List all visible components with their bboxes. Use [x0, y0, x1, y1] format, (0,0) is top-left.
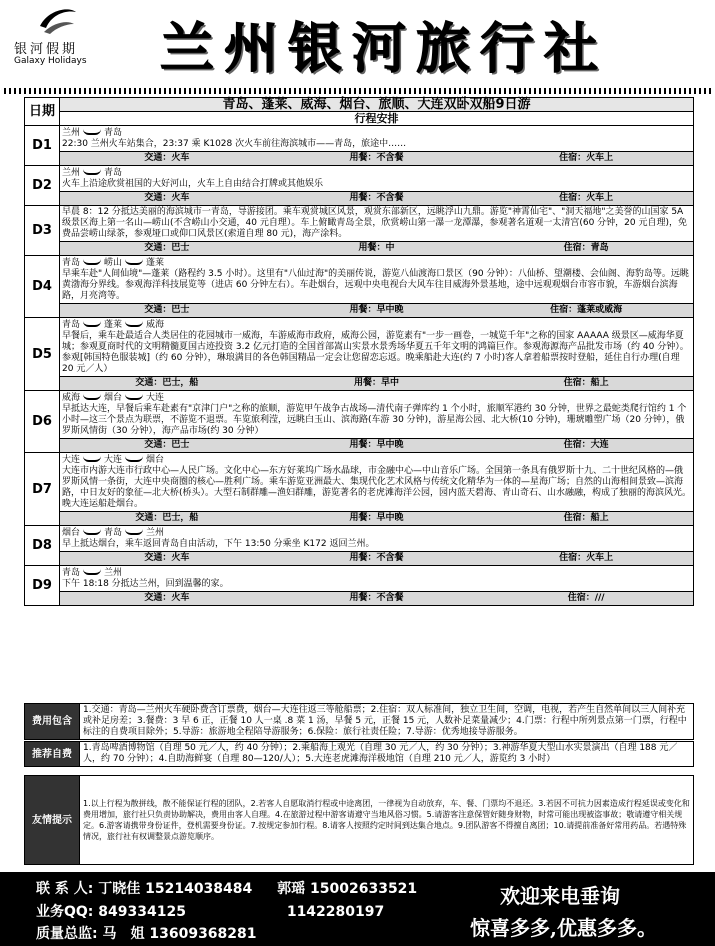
- slogan-2: 惊喜多多,优惠多多。: [470, 916, 657, 940]
- route-stop: 大连: [104, 455, 123, 465]
- day-meals: 用餐：早中晚: [349, 305, 404, 315]
- day-traffic: 交通：巴士，船: [135, 378, 199, 388]
- day-route: [62, 454, 691, 466]
- ship-icon: [125, 527, 143, 535]
- ship-icon: [83, 392, 101, 400]
- day-description: [60, 166, 694, 192]
- tips-label: 友情提示: [25, 776, 80, 865]
- day-description: [60, 126, 694, 152]
- day-meals: 用餐：中: [358, 243, 395, 253]
- slogan-1: 欢迎来电垂询: [500, 884, 620, 908]
- quality-contact[interactable]: 马 姐 13609368281: [102, 926, 257, 942]
- route-stop: 崂山: [104, 258, 123, 268]
- day-stay: 住宿：船上: [563, 513, 609, 523]
- day-traffic: 交通：火车: [144, 593, 190, 603]
- route-stop: 烟台: [104, 393, 123, 403]
- day-route: [62, 257, 691, 269]
- qq-line: [36, 901, 384, 921]
- day-traffic: 交通：巴士，船: [135, 513, 199, 523]
- schedule-label: 行程安排: [60, 112, 694, 126]
- route-stop: 兰州: [104, 568, 123, 578]
- day-description: [60, 318, 694, 377]
- ship-icon: [83, 127, 101, 135]
- route-stop: 大连: [146, 393, 165, 403]
- qq-label: 业务QQ:: [36, 904, 94, 920]
- company-name: 兰州银河旅行社: [160, 16, 608, 80]
- day-meals: 用餐：早中: [354, 378, 400, 388]
- day-meals: 用餐：不含餐: [349, 553, 404, 563]
- day-description: [60, 206, 694, 242]
- day-number: D3: [25, 206, 60, 256]
- ship-icon: [83, 454, 101, 462]
- logo-english: Galaxy Holidays: [14, 56, 87, 66]
- footer: [0, 872, 715, 946]
- qq-1[interactable]: 849334125: [98, 904, 186, 920]
- day-stay: 住宿：大连: [563, 440, 609, 450]
- dotted-divider: [4, 88, 711, 94]
- day-text: 早上抵达烟台，乘车返回青岛自由活动，下午 13:50 分乘坐 K172 返回兰州。: [62, 539, 375, 549]
- ship-icon: [83, 527, 101, 535]
- day-traffic: 交通：火车: [144, 193, 190, 203]
- day-description: [60, 453, 694, 512]
- date-header: 日期: [25, 98, 60, 126]
- day-text: 下午 18:18 分抵达兰州，回到温馨的家。: [62, 579, 229, 589]
- route-stop: 青岛: [104, 128, 123, 138]
- itinerary-table: [24, 97, 694, 606]
- day-stay: 住宿：火车上: [559, 193, 614, 203]
- day-description: [60, 566, 694, 592]
- day-meals: 用餐：不含餐: [349, 153, 404, 163]
- day-description: [60, 391, 694, 439]
- recommend-table: [24, 741, 694, 767]
- route-stop: 烟台: [62, 528, 81, 538]
- route-stop: 青岛: [62, 568, 81, 578]
- day-description: [60, 256, 694, 304]
- logo: [6, 4, 126, 84]
- day-description: [60, 526, 694, 552]
- ship-icon: [125, 257, 143, 265]
- day-text: 早抵达大连，早餐后乘车赴素有"京津门户"之称的旅顺，游览甲午战争古战场—清代南子弹库约 1 个小时，旅顺军港约 30 分钟，世界之最蛇类爬行馆约 1 个小时—这三个景点为联票，不游览不退票。车览旅利滢，远眺白玉山、滨海路(车游 30 分钟)，游星海公园、北大桥(10 分钟)，珊琥雕塑广场（20 分钟），俄罗斯风情街（30 分钟），海产品市场(约 30 分钟）: [62, 404, 687, 436]
- ship-icon: [125, 319, 143, 327]
- day-number: D7: [25, 453, 60, 526]
- day-number: D2: [25, 166, 60, 206]
- contact-line: [36, 878, 417, 898]
- day-text: 早乘车赴"人间仙境"—蓬莱（路程约 3.5 小时）。这里有"八仙过海"的美丽传说，游览八仙渡海口景区（90 分钟）：八仙桥、望潮楼、会仙阁、海豹岛等。远眺黄渤海分界线。参观海洋科技展览等（进店 60 分钟左右）。车赴烟台，远观中央电视台大风车往目威海外景基地，途中远观观烟台市容市貌，车游烟台滨海路，月亮湾等。: [62, 269, 689, 301]
- day-stay: 住宿：青岛: [563, 243, 609, 253]
- day-route: [62, 527, 691, 539]
- contact-2[interactable]: 郭瑶 15002633521: [277, 881, 418, 897]
- tips-table: [24, 775, 694, 865]
- day-stay: 住宿：火车上: [559, 553, 614, 563]
- day-rows: [25, 126, 694, 606]
- day-stay: 住宿：蓬莱或威海: [550, 305, 623, 315]
- day-meals: 用餐：不含餐: [349, 193, 404, 203]
- day-route: [62, 167, 691, 179]
- day-number: D6: [25, 391, 60, 453]
- route-stop: 蓬莱: [104, 320, 123, 330]
- day-traffic: 交通：巴士: [144, 440, 190, 450]
- day-text: 22:30 兰州火车站集合，23:37 乘 K1028 次火车前往海滨城市——青岛，旅途中……: [62, 139, 407, 149]
- day-meals: 用餐：早中晚: [349, 440, 404, 450]
- ship-icon: [83, 567, 101, 575]
- day-text: 早餐后，乘车赴最适合人类居住的花园城市一威海，车游威海市政府，威海公园，游览素有"一步一画卷，一城览千年"之称的国家 AAAAA 级景区—威海华夏城；参观夏商时代的文明精髓夏国古迹投资 3.2 亿元打造的全国首部嵩山实景水景秀场华夏五千年文明的鸿篇巨作。参观海源海产品批发市场（约 40 分钟）。参观[韩国特色服装城]（约 60 分钟），琳琅满目的各色韩国精品一定会让您留恋忘返。晚乘船赴大连(约 7 小时)客人拿着船票按时登船，延住自行办理(自理 20 元／人）: [62, 331, 689, 374]
- route-stop: 青岛: [104, 528, 123, 538]
- fees-text: 1.交通：青岛—兰州火车硬卧费含订票费，烟台—大连往返三等舱船票；2.住宿：双人标准间，独立卫生间，空调，电视，若产生自然单间以三人间补充或补足房差；3.餐费：3 早 6 正，正餐 10 人一桌 .8 菜 1 汤，早餐 5 元，正餐 15 元，人数补足菜量减少；4.门票：行程中所列景点第一门票，行程中标注的自费项目除外；5.导游：旅游地全程陪导游服务；6.保险：旅行社责任险；7.导游：优秀地接导游服务。: [80, 704, 694, 740]
- day-number: D5: [25, 318, 60, 391]
- day-stay: 住宿：///: [567, 593, 605, 603]
- day-text: 大连市内游大连市行政中心—人民广场。文化中心—东方好莱坞广场水晶球，市金融中心—中山音乐广场。全国第一条具有俄罗斯十九、二十世纪风格的—俄罗斯风情一条街，大连中央商圈的核心—胜利广场。乘车游览亚洲最大、集现代化艺术风格与传统文化精华为一体的—星海广场；自然的山海相间景致—滨海路，中日友好的象征—北大桥(桥头）。大型石制群雕—渔妇群雕，游览著名的老虎滩海洋公园，园内蓝天碧海、青山奇石、山水融融，构成了独丽的海滨风光。晚大连运船赴烟台。: [62, 466, 692, 509]
- qq-2[interactable]: 1142280197: [286, 904, 385, 920]
- route-stop: 威海: [146, 320, 165, 330]
- fees-label: 费用包含: [25, 704, 80, 740]
- route-stop: 兰州: [146, 528, 165, 538]
- ship-icon: [125, 392, 143, 400]
- ship-icon: [83, 167, 101, 175]
- quality-line: [36, 923, 257, 943]
- route-stop: 兰州: [62, 128, 81, 138]
- fees-table: [24, 703, 694, 740]
- route-stop: 兰州: [62, 168, 81, 178]
- header: [0, 0, 715, 88]
- day-meals: 用餐：不含餐: [349, 593, 404, 603]
- route-stop: 大连: [62, 455, 81, 465]
- day-text: 早晨 8：12 分抵达美丽的海滨城市一青岛，导游接团。乘车观赏城区风景，观赏东部新区，远眺浮山九鼎。游览"神霄仙宅"、"洞天福地"之美誉的山国家 5A 级景区海上第一名山—崂山(不含崂山小交通，40 元自理）。车上俯瞰青岛全景，欣赏崂山第一瀑一龙潭瀑，参观著名道观一太清宫(60 分钟，20 元自理)，免费品尝崂山绿茶，参观垭口或仰口风景区(索道自理 80 元)，海产涂料。: [62, 207, 687, 239]
- day-route: [62, 392, 691, 404]
- route-stop: 威海: [62, 393, 81, 403]
- day-route: [62, 319, 691, 331]
- day-route: [62, 567, 691, 579]
- galaxy-swirl-icon: [38, 4, 78, 36]
- contact-1[interactable]: 丁晓佳 15214038484: [98, 881, 253, 897]
- ship-icon: [125, 454, 143, 462]
- route-stop: 青岛: [62, 258, 81, 268]
- logo-chinese: 银河假期: [14, 42, 79, 57]
- route-stop: 青岛: [104, 168, 123, 178]
- day-traffic: 交通：巴士: [144, 305, 190, 315]
- ship-icon: [83, 319, 101, 327]
- route-stop: 烟台: [146, 455, 165, 465]
- day-traffic: 交通：火车: [144, 553, 190, 563]
- day-stay: 住宿：火车上: [559, 153, 614, 163]
- day-text: 火车上沿途欣赏祖国的大好河山，火车上自由结合打牌或其他娱乐: [62, 179, 324, 189]
- recommend-text: 1.青岛啤酒博物馆（自理 50 元／人，约 40 分钟）；2.乘船海上观光（自理 30 元／人，约 30 分钟）；3.神游华夏大型山水实景演出（自理 188 元／人，约 70 分钟）；4.自助海鲜宴（自理 80—120/人）；5.大连老虎滩海洋极地馆（自理 210 元／人，游览约 3 小时）: [80, 742, 694, 767]
- route-stop: 蓬莱: [146, 258, 165, 268]
- day-number: D4: [25, 256, 60, 318]
- tour-title: 青岛、蓬莱、威海、烟台、旅顺、大连双卧双船9日游: [60, 98, 694, 112]
- ship-icon: [83, 257, 101, 265]
- day-route: [62, 127, 691, 139]
- day-number: D8: [25, 526, 60, 566]
- day-stay: 住宿：船上: [563, 378, 609, 388]
- recommend-label: 推荐自费: [25, 742, 80, 767]
- route-stop: 青岛: [62, 320, 81, 330]
- day-number: D1: [25, 126, 60, 166]
- tips-text: 1.以上行程为散拼线，散不能保证行程的团队，2.若客人自愿取消行程或中途离团，一律视为自动放弃，车、餐、门票均不退还。3.若因不可抗力因素造成行程延误或变化和费用增加，旅行社只负责协助解决，费用由客人自理。4.在旅游过程中游客请遵守当地风俗习惯。5.请游客注意保管好随身财物，时常可能出现被盗事故；敬请遵守相关规定。6.游客请携带身份证件，登机需要身份证。7.按规定参加行程。8.请客人按照约定时间到达集合地点。9.团队游客不得擅自离团；10.请提前准备好常用药品。若遇特殊情况，旅行社有权调整景点游览顺序。: [80, 776, 694, 865]
- contact-label: 联 系 人:: [36, 881, 94, 897]
- day-meals: 用餐：早中晚: [349, 513, 404, 523]
- day-traffic: 交通：火车: [144, 153, 190, 163]
- quality-label: 质量总监:: [36, 926, 98, 942]
- day-traffic: 交通：巴士: [144, 243, 190, 253]
- day-number: D9: [25, 566, 60, 606]
